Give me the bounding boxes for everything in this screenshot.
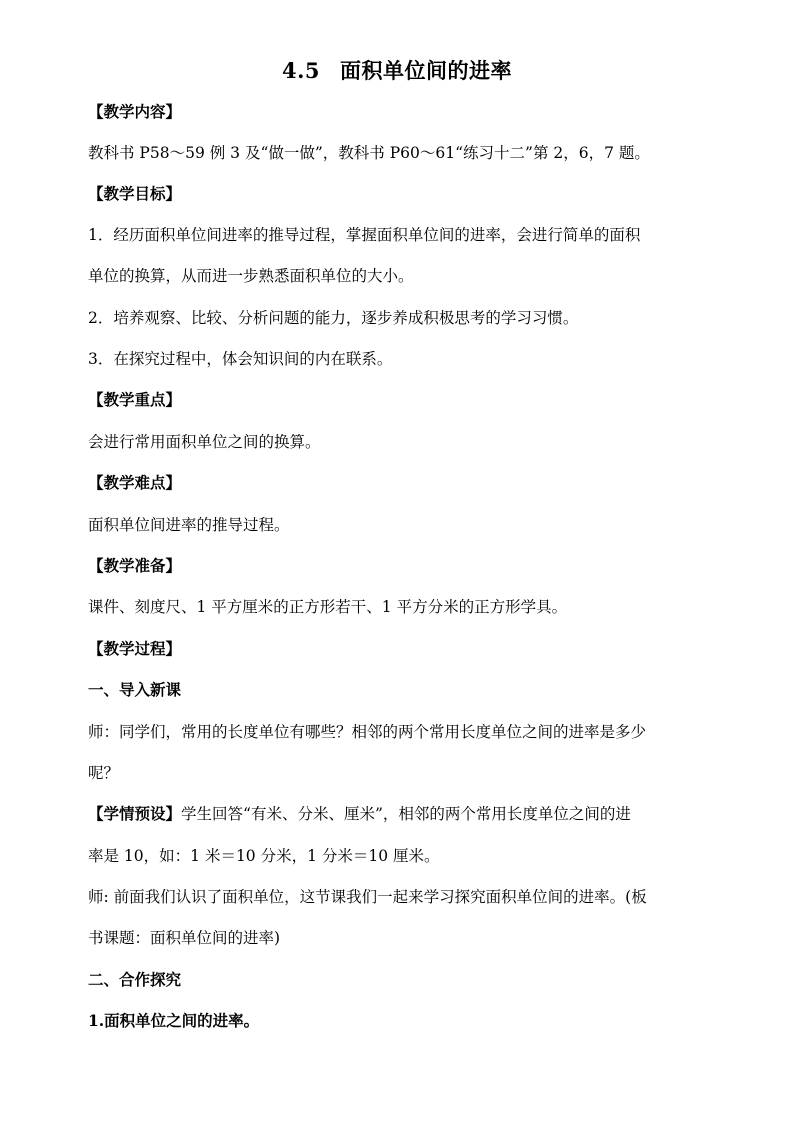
preset-label: 【学情预设】 <box>88 804 182 823</box>
teacher2-line1: 师: 前面我们认识了面积单位，这节课我们一起来学习探究面积单位间的进率。(板 <box>88 888 647 906</box>
goal1-line1: 1．经历面积单位间进率的推导过程，掌握面积单位间的进率，会进行简单的面积 <box>88 226 641 244</box>
teacher2-line2: 书课题：面积单位间的进率) <box>88 929 281 947</box>
key-heading: 【教学重点】 <box>88 390 182 409</box>
goal3-text: 3．在探究过程中，体会知识间的内在联系。 <box>88 350 393 368</box>
goals-heading: 【教学目标】 <box>88 184 182 203</box>
teacher1-line1: 师：同学们，常用的长度单位有哪些？相邻的两个常用长度单位之间的进率是多少 <box>88 723 647 741</box>
goal1-line2: 单位的换算，从而进一步熟悉面积单位的大小。 <box>88 267 414 285</box>
title-number: 4.5 <box>281 58 321 83</box>
sub1-heading: 1.面积单位之间的进率。 <box>88 1011 260 1030</box>
difficulty-heading: 【教学难点】 <box>88 473 182 492</box>
content-text: 教科书 P58～59 例 3 及“做一做”，教科书 P60～61“练习十二”第 2，6，7 题。 <box>88 144 650 162</box>
preset-text: 学生回答“有米、分米、厘米”，相邻的两个常用长度单位之间的进 <box>181 805 631 823</box>
preset-line2: 率是 10，如：1 米＝10 分米，1 分米＝10 厘米。 <box>88 847 440 865</box>
goal2-text: 2．培养观察、比较、分析问题的能力，逐步养成积极思考的学习习惯。 <box>88 309 579 327</box>
prep-text: 课件、刻度尺、1 平方厘米的正方形若干、1 平方分米的正方形学具。 <box>88 598 568 616</box>
key-text: 会进行常用面积单位之间的换算。 <box>88 433 321 451</box>
part2-heading: 二、合作探究 <box>88 970 182 989</box>
part1-heading: 一、导入新课 <box>88 680 182 699</box>
title-text: 面积单位间的进率 <box>340 58 513 83</box>
difficulty-text: 面积单位间进率的推导过程。 <box>88 516 290 534</box>
preset-line1 <box>88 804 631 824</box>
page-title <box>0 55 794 85</box>
process-heading: 【教学过程】 <box>88 639 182 658</box>
teacher1-line2: 呢？ <box>88 764 120 782</box>
content-heading: 【教学内容】 <box>88 102 182 121</box>
prep-heading: 【教学准备】 <box>88 556 182 575</box>
